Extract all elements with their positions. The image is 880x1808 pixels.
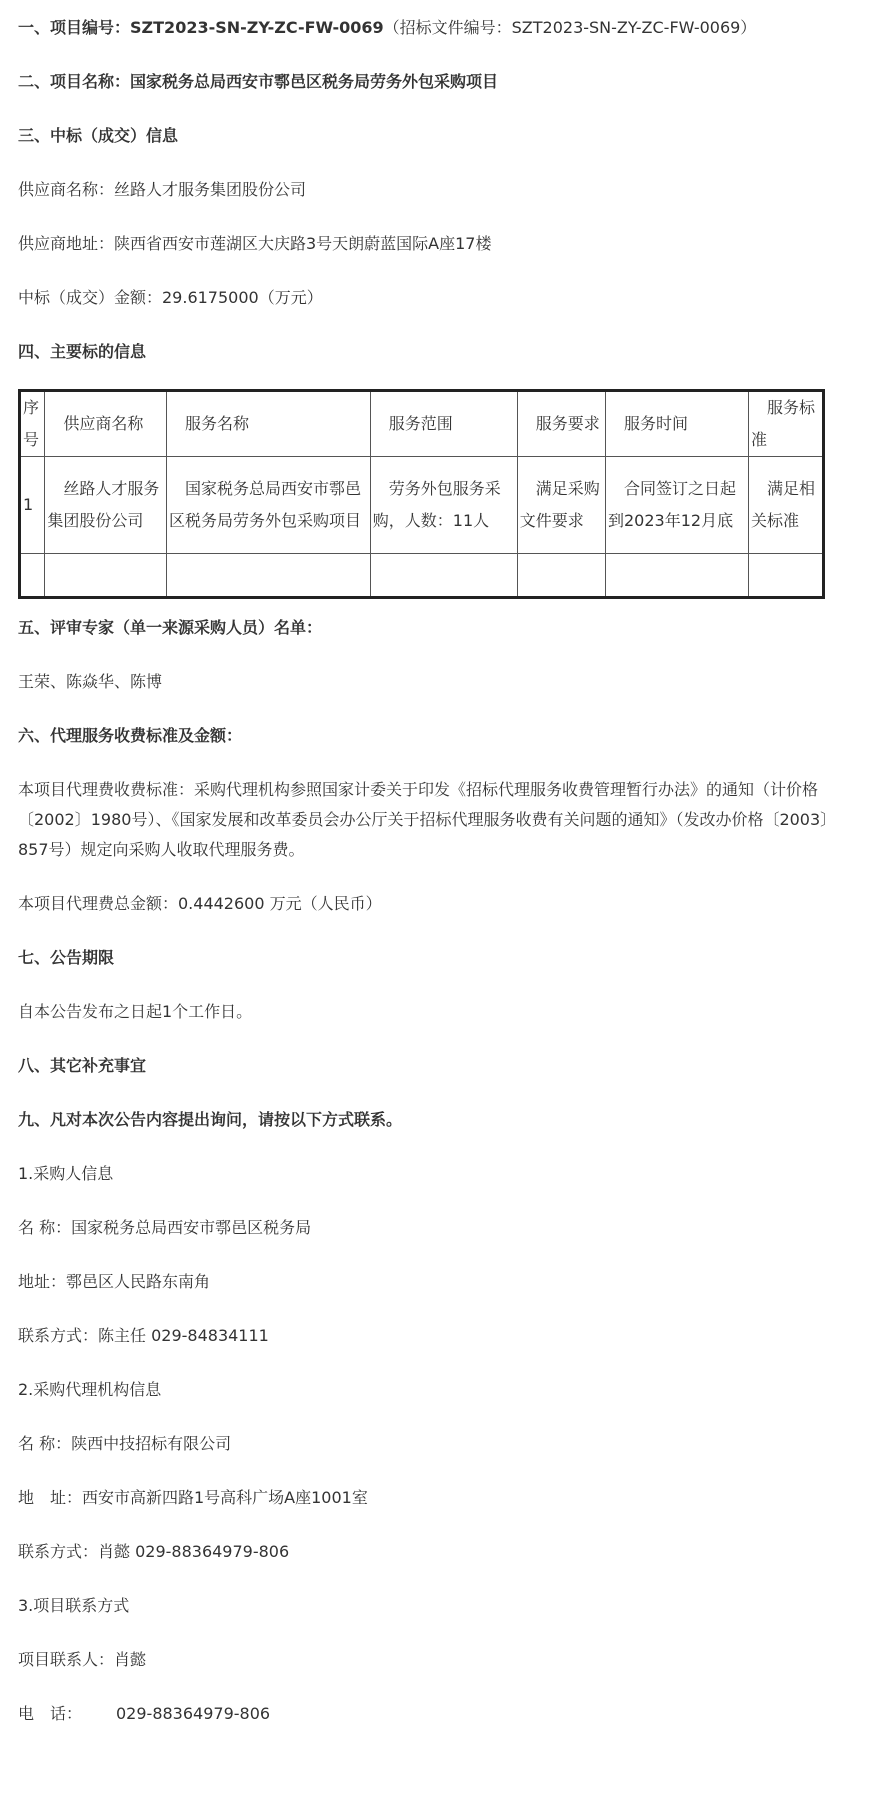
agency-info-title: 2.采购代理机构信息	[18, 1380, 162, 1399]
announcement-document	[0, 13, 880, 1729]
col-header-index: 序号	[20, 391, 45, 457]
agency-name: 名 称：陕西中技招标有限公司	[18, 1434, 232, 1453]
empty-cell	[748, 554, 823, 598]
project-number-value: SZT2023-SN-ZY-ZC-FW-0069	[130, 18, 384, 37]
cell-service-name: 国家税务总局西安市鄠邑区税务局劳务外包采购项目	[167, 457, 371, 554]
empty-cell	[517, 554, 605, 598]
col-header-scope: 服务范围	[370, 391, 517, 457]
project-contact-title: 3.项目联系方式	[18, 1596, 130, 1615]
empty-cell	[20, 554, 45, 598]
project-phone-line	[18, 1699, 862, 1729]
other-matters-heading: 八、其它补充事宜	[18, 1056, 147, 1075]
buyer-contact: 联系方式：陈主任 029-84834111	[18, 1326, 269, 1345]
table-row	[20, 457, 824, 554]
project-phone-value: 029-88364979-806	[116, 1704, 271, 1723]
empty-cell	[370, 554, 517, 598]
project-contact-person: 项目联系人：肖懿	[18, 1650, 147, 1669]
award-info-heading: 三、中标（成交）信息	[18, 126, 179, 145]
project-name-label: 二、项目名称：	[18, 72, 131, 91]
agency-contact: 联系方式：肖懿 029-88364979-806	[18, 1542, 290, 1561]
notice-period-text: 自本公告发布之日起1个工作日。	[18, 1002, 253, 1021]
cell-scope: 劳务外包服务采购，人数：11人	[370, 457, 517, 554]
main-subject-table-wrapper	[18, 389, 862, 599]
tender-doc-number-note: （招标文件编号：SZT2023-SN-ZY-ZC-FW-0069）	[383, 18, 757, 37]
project-name-line	[18, 67, 862, 97]
table-empty-row	[20, 554, 824, 598]
table-header-row	[20, 391, 824, 457]
main-subject-table	[18, 389, 825, 599]
agency-address: 地 址：西安市高新四路1号高科广场A座1001室	[18, 1488, 368, 1507]
buyer-info-title: 1.采购人信息	[18, 1164, 114, 1183]
col-header-service-name: 服务名称	[167, 391, 371, 457]
col-header-requirement: 服务要求	[517, 391, 605, 457]
project-number-label: 一、项目编号：	[18, 18, 131, 37]
cell-requirement: 满足采购文件要求	[517, 457, 605, 554]
contact-heading: 九、凡对本次公告内容提出询问，请按以下方式联系。	[18, 1110, 403, 1129]
project-name-value: 国家税务总局西安市鄠邑区税务局劳务外包采购项目	[130, 72, 499, 91]
buyer-name: 名 称：国家税务总局西安市鄠邑区税务局	[18, 1218, 312, 1237]
empty-cell	[45, 554, 167, 598]
col-header-supplier: 供应商名称	[45, 391, 167, 457]
reviewer-heading: 五、评审专家（单一来源采购人员）名单：	[18, 618, 323, 637]
cell-index: 1	[20, 457, 45, 554]
cell-supplier: 丝路人才服务集团股份公司	[45, 457, 167, 554]
col-header-time: 服务时间	[605, 391, 748, 457]
col-header-standard: 服务标准	[748, 391, 823, 457]
buyer-address: 地址：鄠邑区人民路东南角	[18, 1272, 211, 1291]
empty-cell	[605, 554, 748, 598]
agency-fee-heading: 六、代理服务收费标准及金额：	[18, 726, 243, 745]
supplier-name: 供应商名称：丝路人才服务集团股份公司	[18, 180, 307, 199]
agency-fee-total: 本项目代理费总金额：0.4442600 万元（人民币）	[18, 894, 382, 913]
project-number-line	[18, 13, 862, 43]
notice-period-heading: 七、公告期限	[18, 948, 115, 967]
cell-standard: 满足相关标准	[748, 457, 823, 554]
award-amount: 中标（成交）金额：29.6175000（万元）	[18, 288, 323, 307]
agency-fee-standard: 本项目代理费收费标准：采购代理机构参照国家计委关于印发《招标代理服务收费管理暂行办法》的通知（计价格〔2002〕1980号）、《国家发展和改革委员会办公厅关于招标代理服务收费有关问题的通知》（发改办价格〔2003〕857号）规定向采购人收取代理服务费。	[18, 780, 837, 859]
main-subject-heading: 四、主要标的信息	[18, 342, 147, 361]
cell-time: 合同签订之日起到2023年12月底	[605, 457, 748, 554]
project-phone-label: 电 话：	[18, 1704, 83, 1723]
empty-cell	[167, 554, 371, 598]
supplier-address: 供应商地址：陕西省西安市莲湖区大庆路3号天朗蔚蓝国际A座17楼	[18, 234, 492, 253]
reviewer-names: 王荣、陈焱华、陈博	[18, 672, 163, 691]
